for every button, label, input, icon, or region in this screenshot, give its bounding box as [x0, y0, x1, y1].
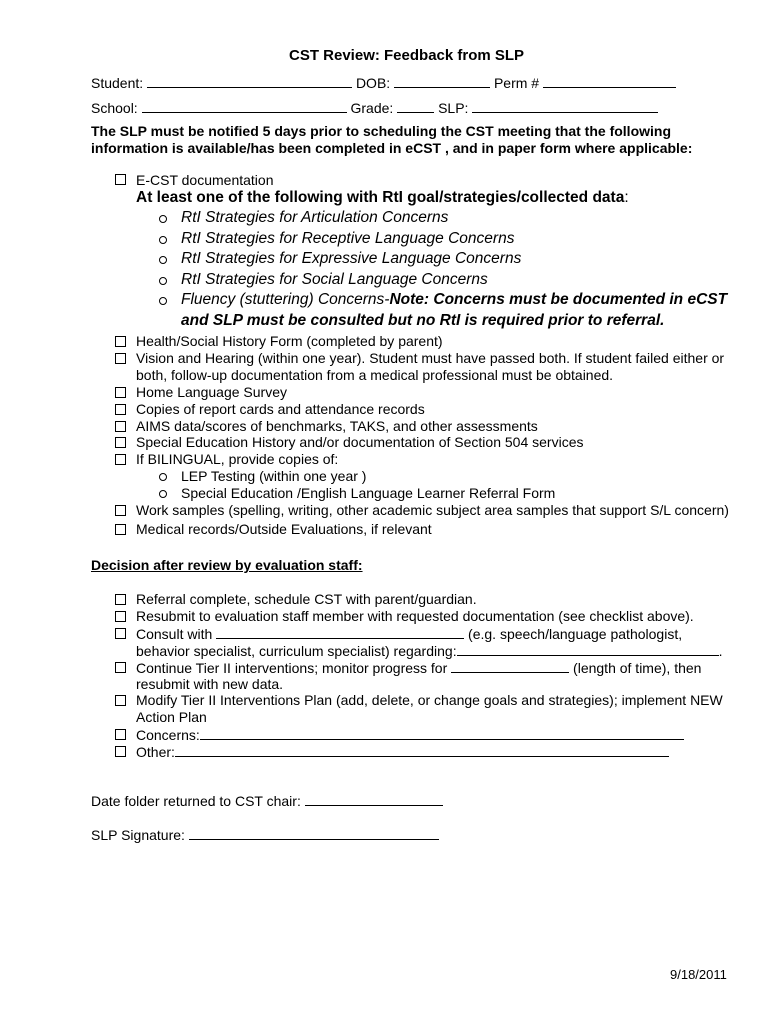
consult-example: (e.g. speech/language pathologist, — [468, 626, 683, 642]
medical-label: Medical records/Outside Evaluations, if relevant — [136, 521, 432, 537]
student-label: Student: — [91, 75, 144, 91]
concerns-label: Concerns: — [136, 727, 200, 743]
tier2-line-2: resubmit with new data. — [136, 676, 284, 692]
report-cards-label: Copies of report cards and attendance records — [136, 401, 425, 417]
other-label: Other: — [136, 744, 175, 760]
modify-line-2: Action Plan — [136, 709, 207, 725]
work-samples-checkbox[interactable] — [115, 505, 126, 516]
consult-line-2 — [136, 642, 722, 660]
bilingual-checkbox[interactable] — [115, 454, 126, 465]
health-label: Health/Social History Form (completed by parent) — [136, 333, 443, 349]
concerns-checkbox[interactable] — [115, 729, 126, 740]
grade-label: Grade: — [350, 100, 394, 116]
ecst-label: E-CST documentation — [136, 172, 274, 188]
aims-label: AIMS data/scores of benchmarks, TAKS, and other assessments — [136, 418, 538, 434]
rti-heading — [136, 188, 629, 208]
fluency-note-1: Note: Concerns must be documented in eCST — [389, 291, 728, 308]
rti-item-receptive: RtI Strategies for Receptive Language Concerns — [181, 230, 515, 247]
rti-heading-colon: : — [624, 189, 629, 206]
tier2-length-label: (length of time), then — [573, 660, 702, 676]
dob-field[interactable] — [394, 74, 490, 88]
intro-line-1: The SLP must be notified 5 days prior to scheduling the CST meeting that the following — [91, 123, 672, 139]
other-row — [136, 743, 669, 761]
bullet-circle-icon — [159, 473, 167, 481]
student-field[interactable] — [147, 74, 352, 88]
dob-label: DOB: — [355, 75, 391, 91]
vision-label-1: Vision and Hearing (within one year). Student must have passed both. If student failed either or — [136, 350, 725, 366]
rti-item-expressive: RtI Strategies for Expressive Language Concerns — [181, 250, 522, 267]
perm-field[interactable] — [543, 74, 676, 88]
school-label: School: — [91, 100, 138, 116]
referral-label: Referral complete, schedule CST with parent/guardian. — [136, 591, 477, 607]
consult-label: Consult with — [136, 626, 213, 642]
rti-item-fluency — [181, 290, 727, 310]
page-title: CST Review: Feedback from SLP — [289, 47, 525, 64]
date-returned-label: Date folder returned to CST chair: — [91, 793, 301, 809]
bullet-circle-icon — [159, 490, 167, 498]
bullet-circle-icon — [159, 297, 167, 305]
other-checkbox[interactable] — [115, 746, 126, 757]
report-cards-checkbox[interactable] — [115, 404, 126, 415]
bullet-circle-icon — [159, 256, 167, 264]
medical-checkbox[interactable] — [115, 524, 126, 535]
ecst-checkbox[interactable] — [115, 174, 126, 185]
school-row — [91, 99, 658, 117]
slp-signature-label: SLP Signature: — [91, 827, 185, 843]
slp-signature-row — [91, 826, 439, 844]
bullet-circle-icon — [159, 277, 167, 285]
fluency-prefix: Fluency (stuttering) Concerns- — [181, 291, 390, 308]
consult-with-field[interactable] — [216, 625, 464, 639]
perm-label: Perm # — [493, 75, 540, 91]
resubmit-checkbox[interactable] — [115, 611, 126, 622]
consult-regarding-label: behavior specialist, curriculum specialist) regarding: — [136, 643, 457, 659]
bullet-circle-icon — [159, 215, 167, 223]
referral-checkbox[interactable] — [115, 594, 126, 605]
student-row — [91, 74, 676, 92]
school-field[interactable] — [142, 99, 347, 113]
slp-label: SLP: — [438, 100, 469, 116]
lep-label: LEP Testing (within one year ) — [181, 468, 367, 484]
rti-item-social: RtI Strategies for Social Language Concerns — [181, 271, 488, 288]
footer-date: 9/18/2011 — [670, 967, 727, 982]
health-checkbox[interactable] — [115, 336, 126, 347]
concerns-field[interactable] — [200, 726, 684, 740]
consult-line-1 — [136, 625, 682, 643]
vision-checkbox[interactable] — [115, 353, 126, 364]
tier2-checkbox[interactable] — [115, 662, 126, 673]
concerns-row — [136, 726, 684, 744]
date-returned-field[interactable] — [305, 792, 443, 806]
bilingual-label: If BILINGUAL, provide copies of: — [136, 451, 339, 467]
date-returned-row — [91, 792, 443, 810]
sped-history-checkbox[interactable] — [115, 437, 126, 448]
work-samples-label: Work samples (spelling, writing, other academic subject area samples that support S/L concern) — [136, 502, 729, 518]
slp-signature-field[interactable] — [189, 826, 439, 840]
tier2-duration-field[interactable] — [451, 659, 569, 673]
sped-history-label: Special Education History and/or documentation of Section 504 services — [136, 434, 584, 450]
consult-end: . — [718, 643, 723, 659]
grade-field[interactable] — [397, 99, 434, 113]
modify-line-1: Modify Tier II Interventions Plan (add, delete, or change goals and strategies); implement NEW — [136, 692, 723, 708]
home-language-label: Home Language Survey — [136, 384, 287, 400]
aims-checkbox[interactable] — [115, 421, 126, 432]
rti-item-articulation: RtI Strategies for Articulation Concerns — [181, 209, 449, 226]
tier2-line-1 — [136, 659, 701, 677]
modify-checkbox[interactable] — [115, 695, 126, 706]
tier2-label: Continue Tier II interventions; monitor progress for — [136, 660, 448, 676]
bullet-circle-icon — [159, 236, 167, 244]
consult-checkbox[interactable] — [115, 628, 126, 639]
fluency-note-2: and SLP must be consulted but no RtI is required prior to referral. — [181, 312, 665, 329]
slp-field[interactable] — [472, 99, 658, 113]
resubmit-label: Resubmit to evaluation staff member with requested documentation (see checklist above). — [136, 608, 694, 624]
rti-heading-text: At least one of the following with RtI goal/strategies/collected data — [136, 189, 625, 206]
sped-ell-label: Special Education /English Language Learner Referral Form — [181, 485, 556, 501]
consult-regarding-field[interactable] — [457, 642, 719, 656]
other-field[interactable] — [175, 743, 669, 757]
decision-heading: Decision after review by evaluation staff: — [91, 557, 363, 573]
intro-line-2: information is available/has been completed in eCST , and in paper form where applicable: — [91, 140, 693, 156]
home-language-checkbox[interactable] — [115, 387, 126, 398]
vision-label-2: both, follow-up documentation from a medical professional must be obtained. — [136, 367, 614, 383]
